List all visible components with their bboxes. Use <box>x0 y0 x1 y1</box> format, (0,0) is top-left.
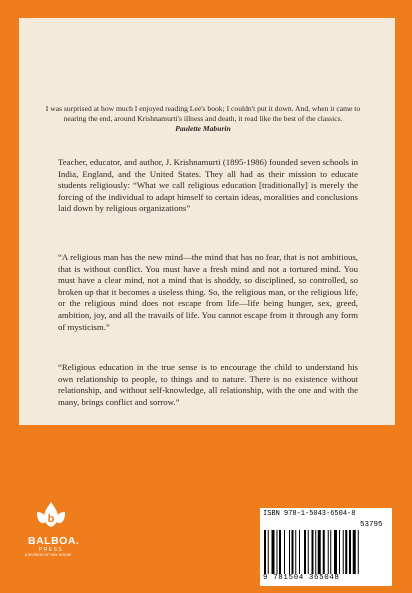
publisher-name: BALBOA. <box>28 535 80 547</box>
description-paragraph-3: “Religious education in the true sense is to encourage the child to understand his own relationship to people, to things and to nature. There is no existence without relationship, and without self-knowledge, all relationship, with the one and with the many, brings conflict and sorrow.” <box>58 362 358 407</box>
lotus-icon <box>34 500 68 534</box>
price-code: 53795 <box>360 521 383 529</box>
isbn-number: ISBN 978-1-5043-6504-8 <box>263 510 356 518</box>
description-paragraph-1: Teacher, educator, and author, J. Krishnamurti (1895-1986) founded seven schools in India, England, and the United States. They all had as their mission to educate students religiously: “What we call religious education [traditionally] is merely the forcing of the individual to adapt himself to certain ideas, moralities and conclusions laid down by religious organizations” <box>58 157 358 214</box>
publisher-press: PRESS <box>38 547 64 553</box>
barcode-bars <box>264 530 388 574</box>
barcode-digits: 9 781504 365048 <box>263 574 340 582</box>
publisher-division: A DIVISION OF HAY HOUSE <box>24 553 72 557</box>
publisher-logo <box>24 500 80 580</box>
review-quote: I was surprised at how much I enjoyed reading Lee's book; I couldn't put it down. And, when it came to nearing the end, around Krishnamurti's illness and death, it read like the best of the classics. <box>45 104 361 124</box>
description-paragraph-2: “A religious man has the new mind—the mind that has no fear, that is not ambitious, that is without conflict. You must have a fresh mind and not a tortured mind. You must have a clear mind, not a mind that is shoddy, so disciplined, so controlled, so broken up that it becomes a useless thing. So, the religious man, or the religious life, or the religious mind does not escape from life—life being hunger, sex, greed, ambition, joy, and all the travails of life. You cannot escape from it through any form of mysticism.” <box>58 252 358 332</box>
review-blurb <box>36 104 370 135</box>
svg-text:b: b <box>47 513 55 525</box>
isbn-barcode <box>260 508 392 586</box>
review-attribution: Paulette Maburin <box>175 124 231 134</box>
